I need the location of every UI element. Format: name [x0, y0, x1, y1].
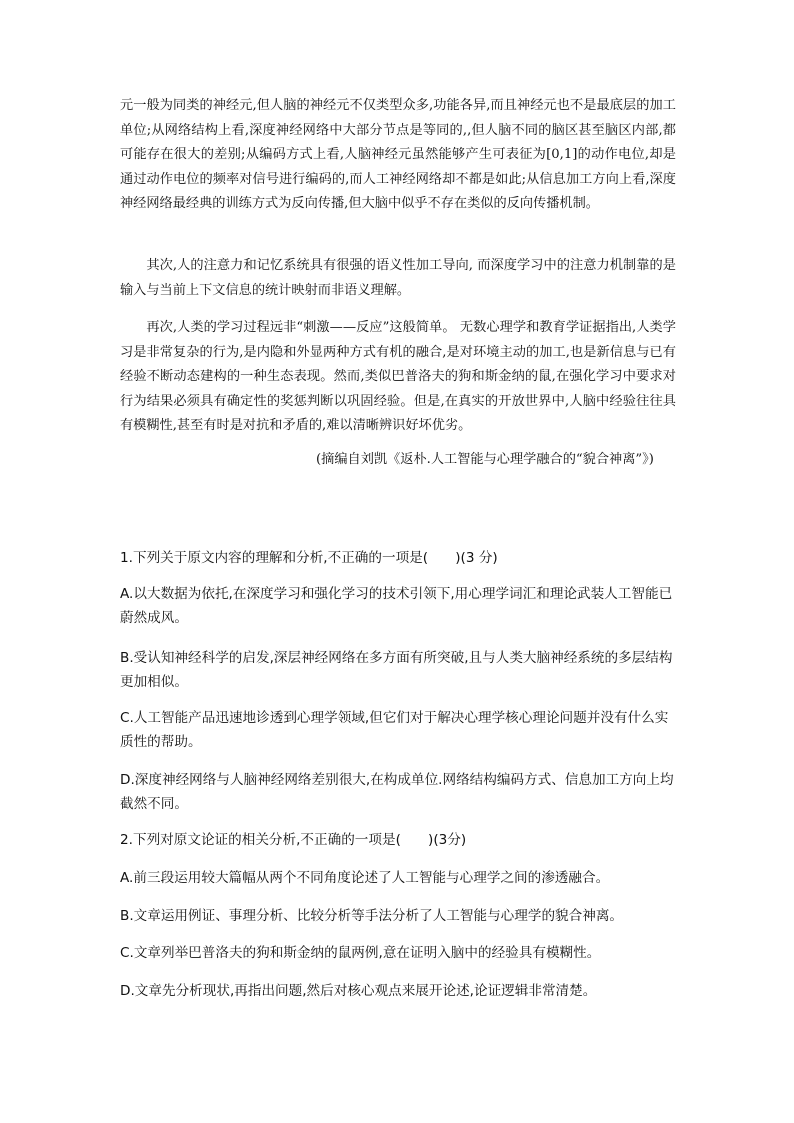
passage-paragraph-2: 其次,人的注意力和记忆系统具有很强的语义性加工导向, 而深度学习中的注意力机制靠的是输入与当前上下文信息的统计映射而非语义理解。 — [120, 258, 676, 298]
question-1-stem: 1.下列关于原文内容的理解和分析,不正确的一项是( )(3 分) — [120, 550, 498, 566]
question-2-option-d: D.文章先分析现状,再指出问题,然后对核心观点来展开论述,论证逻辑非常清楚。 — [120, 983, 597, 999]
question-2-option-b: B.文章运用例证、事理分析、比较分析等手法分析了人工智能与心理学的貌合神离。 — [120, 908, 624, 924]
question-2-stem: 2.下列对原文论证的相关分析,不正确的一项是( )(3分) — [120, 832, 467, 848]
question-1-option-a: A.以大数据为依托,在深度学习和强化学习的技术引领下,用心理学词汇和理论武装人工智能已蔚然成风。 — [120, 586, 673, 626]
question-2-option-a: A.前三段运用较大篇幅从两个不同角度论述了人工智能与心理学之间的渗透融合。 — [120, 870, 610, 886]
question-1-option-d: D.深度神经网络与人脑神经网络差别很大,在构成单位.网络结构编码方式、信息加工方向上均截然不同。 — [120, 772, 674, 812]
passage-paragraph-3: 再次,人类的学习过程远非“刺激——反应”这般简单。 无数心理学和教育学证据指出,人类学习是非常复杂的行为,是内隐和外显两种方式有机的融合,是对环境主动的加工,也是新信息与已有经验不断动态建构的一种生态表现。然而,类似巴普洛夫的狗和斯金纳的鼠,在强化学习中要求对行为结果必须具有确定性的奖惩判断以巩固经验。但是,在真实的开放世界中,人脑中经验往往具有模糊性,甚至有时是对抗和矛盾的,难以清晰辨识好坏优劣。 — [120, 320, 676, 434]
question-2-option-c: C.文章列举巴普洛夫的狗和斯金纳的鼠两例,意在证明入脑中的经验具有模糊性。 — [120, 945, 601, 961]
source-citation: (摘编自刘凯《返朴.人工智能与心理学融合的“貌合神离”》) — [316, 452, 654, 467]
passage-paragraph-1: 元一般为同类的神经元,但人脑的神经元不仅类型众多,功能各异,而且神经元也不是最底层的加工单位;从网络结构上看,深度神经网络中大部分节点是等同的,,但人脑不同的脑区甚至脑区内部,都可能存在很大的差别;从编码方式上看,人脑神经元虽然能够产生可表征为[0,1]的动作电位,却是通过动作电位的频率对信号进行编码的,而人工神经网络却不都是如此;从信息加工方向上看,深度神经网络最经典的训练方式为反向传播,但大脑中似乎不存在类似的反向传播机制。 — [120, 98, 676, 212]
question-1-option-c: C.人工智能产品迅速地诊透到心理学领域,但它们对于解决心理学核心理论问题并没有什么实质性的帮助。 — [120, 710, 669, 750]
question-1-option-b: B.受认知神经科学的启发,深层神经网络在多方面有所突破,且与人类大脑神经系统的多层结构更加相似。 — [120, 650, 673, 690]
